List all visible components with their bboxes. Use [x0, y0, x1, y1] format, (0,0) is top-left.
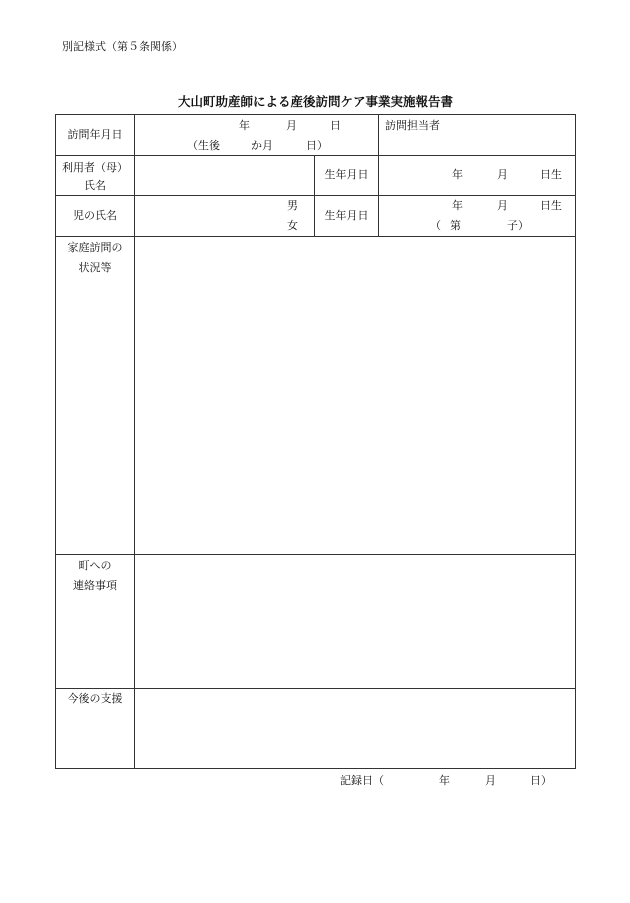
child-sex-male: 男: [287, 199, 298, 212]
child-dob-year-unit: 年: [452, 199, 463, 212]
home-visit-label-line1: 家庭訪問の: [67, 241, 123, 254]
child-order-open: （: [430, 219, 441, 232]
child-order-mid: 第: [450, 219, 461, 232]
user-dob-month-unit: 月: [497, 168, 508, 181]
town-contact-label-line2: 連絡事項: [73, 579, 117, 592]
table-border-right: [575, 114, 576, 769]
child-order-close: 子）: [507, 219, 529, 232]
child-name-label: 児の氏名: [73, 209, 117, 222]
visit-day-unit: 日: [330, 119, 341, 132]
user-dob-day-unit: 日生: [540, 168, 562, 181]
record-date-label: 記録日（: [340, 774, 384, 787]
record-month-unit: 月: [485, 774, 496, 787]
user-dob-label: 生年月日: [324, 168, 369, 181]
document-header: 別記様式（第５条関係）: [62, 40, 183, 53]
document-title: 大山町助産師による産後訪問ケア事業実施報告書: [177, 94, 453, 109]
visit-month-unit: 月: [286, 119, 297, 132]
child-dob-month-unit: 月: [497, 199, 508, 212]
town-contact-label-line1: 町への: [78, 559, 112, 572]
user-label-line1: 利用者（母）: [62, 161, 128, 174]
postpartum-close: 日）: [306, 139, 328, 152]
child-dob-label: 生年月日: [324, 209, 369, 222]
town-contact-entry-area[interactable]: [135, 555, 575, 688]
user-dob-year-unit: 年: [452, 168, 463, 181]
visit-date-label: 訪問年月日: [67, 128, 123, 141]
postpartum-months: か月: [251, 139, 273, 152]
home-visit-label-line2: 状況等: [78, 261, 112, 274]
user-label-line2: 氏名: [84, 179, 106, 192]
child-dob-day-unit: 日生: [540, 199, 562, 212]
child-sex-female: 女: [287, 219, 298, 232]
visit-staff-label: 訪問担当者: [385, 119, 440, 132]
column-divider: [378, 114, 379, 156]
home-visit-entry-area[interactable]: [135, 237, 575, 554]
visit-year-unit: 年: [239, 119, 250, 132]
record-year-unit: 年: [439, 774, 450, 787]
future-support-entry-area[interactable]: [135, 689, 575, 768]
postpartum-open: （生後: [187, 139, 220, 152]
record-day-close: 日）: [530, 774, 552, 787]
future-support-label: 今後の支援: [67, 692, 123, 705]
